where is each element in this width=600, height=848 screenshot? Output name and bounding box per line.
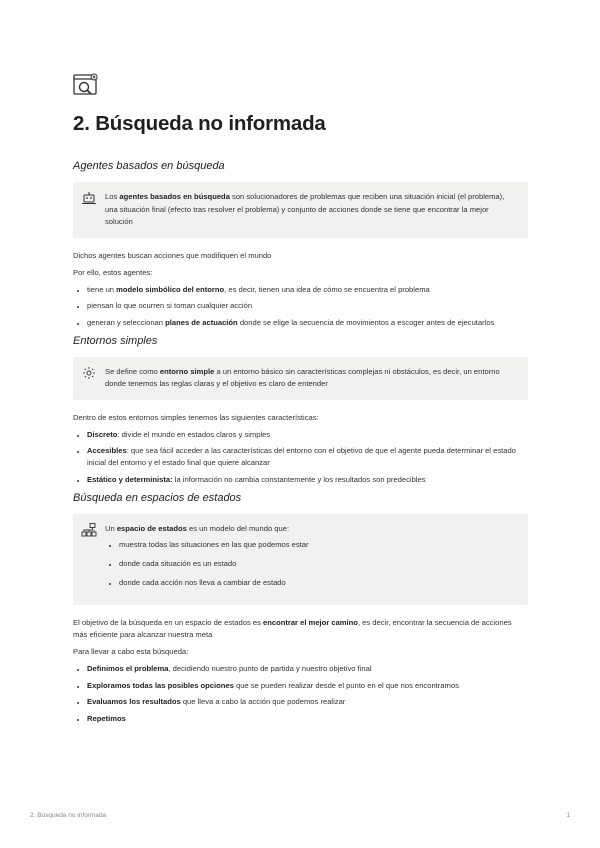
bullet-list [73,663,528,725]
list-item: • Evaluamos los resultados que lleva a cabo la acción que podemos realizar [87,696,528,708]
paragraph: Dentro de estos entornos simples tenemos las siguientes características: [73,412,319,422]
paragraph: Para llevar a cabo esta búsqueda: [73,647,189,656]
robot-icon [81,191,97,205]
section-heading-busqueda: Búsqueda en espacios de estados [73,491,242,504]
page-number: 1 [566,812,570,819]
callout-espacio-estados [73,514,528,606]
list-item: • tiene un modelo simbólico del entorno, es decir, tienen una idea de cómo se encuentra el problema [87,284,528,296]
callout-entornos [73,357,528,400]
callout-list [105,539,309,589]
list-item: • muestra todas las situaciones en las que podemos estar [119,539,309,551]
callout-text: Un espacio de estados es un modelo del mundo que: • muestra todas las situaciones en las que podemos estar • donde cada situación es un estado • donde cada acción nos lleva a cambiar de estado [105,523,309,597]
list-item: • donde cada acción nos lleva a cambiar de estado [119,577,309,589]
list-item: • Accesibles: que sea fácil acceder a las características del entorno con el objetivo de que el agente pueda determinar el estado inicial del entorno y el estado final que quiere alcanzar [87,445,528,469]
page-title: 2. Búsqueda no informada [73,112,326,135]
callout-text: Los agentes basados en búsqueda son solucionadores de problemas que reciben una situación inicial (el problema), una situación final (efecto tras resolver el problema) y conjunto de acciones donde se tiene que encontrar la mejor solución [105,192,505,226]
paragraph: Por ello, estos agentes: [73,267,153,277]
page-footer [30,812,570,819]
paragraph: El objetivo de la búsqueda en un espacio de estados es encontrar el mejor camino, es decir, encontrar la secuencia de acciones más eficiente para alcanzar nuestra meta [73,618,512,639]
section-heading-entornos: Entornos simples [73,334,158,347]
list-item: • generan y seleccionan planes de actuación donde se elige la secuencia de movimientos a escoger antes de ejecutarlos [87,317,528,329]
search-window-icon [73,73,99,99]
list-item: • Estático y determinista: la información no cambia constantemente y los resultados son predecibles [87,474,528,486]
hierarchy-icon [81,523,97,537]
list-item: • Repetimos [87,713,528,725]
section-heading-agentes: Agentes basados en búsqueda [73,160,225,172]
bullet-list [73,429,528,486]
bullet-list [73,284,528,329]
list-item: • donde cada situación es un estado [119,558,309,570]
callout-text: Se define como entorno simple a un entorno básico sin características complejas ni obstáculos, es decir, un entorno donde tenemos las reglas claras y el objetivo es claro de entender [105,366,500,388]
content [73,73,528,731]
list-item: • Definimos el problema, decidiendo nuestro punto de partida y nuestro objetivo final [87,663,528,675]
list-item: • Discreto: divide el mundo en estados claros y simples [87,429,528,441]
callout-agentes [73,182,528,238]
list-item: • piensan lo que ocurren si toman cualquier acción [87,300,528,312]
sparkle-icon [81,366,97,380]
list-item: • Exploramos todas las posibles opciones que se pueden realizar desde el punto en el que nos encontramos [87,680,528,692]
footer-title: 2. Búsqueda no informada [30,812,107,819]
paragraph: Dichos agentes buscan acciones que modifiquen el mundo [73,250,272,260]
